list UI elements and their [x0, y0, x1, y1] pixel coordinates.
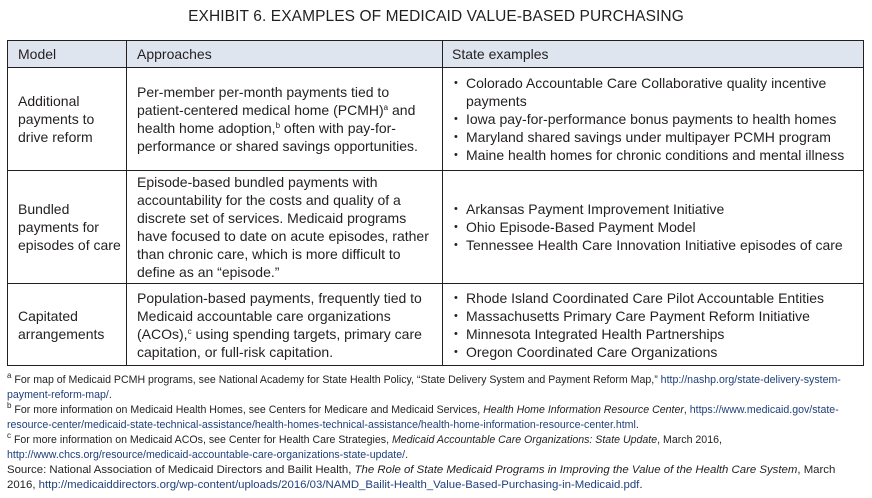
header-state-examples: State examples: [452, 46, 549, 62]
approach-text: Episode-based bundled payments with accountability for the costs and quality of a discrete set of services. Medicaid programs have focused to date on acute episodes, rather than chronic care, which is more difficult to define as an “episode.”: [137, 174, 429, 280]
table-row-examples: [452, 284, 857, 365]
footnote-b: $^b$ For more information on Medicaid Health Homes, see Centers for Medicare and Medicaid Services, Health Home Information Resource Center, https://www.medicaid.gov/state-resource-center/medicaid-state-technical-assistance/health-homes-technical-assistance/health-home-information-resource-center.html.: [7, 401, 839, 431]
state-examples-list: [452, 74, 857, 164]
footnote-b-link[interactable]: https://www.medicaid.gov/state-resource-center/medicaid-state-technical-assistance/health-homes-technical-assistance/health-home-information-resource-center.html: [7, 404, 839, 431]
table-row-model: [18, 171, 122, 283]
table-row-approach: [137, 171, 439, 283]
list-item: • Maryland shared savings under multipayer PCMH program: [452, 128, 857, 146]
list-item: • Maine health homes for chronic conditions and mental illness: [452, 146, 857, 164]
list-item: • Ohio Episode-Based Payment Model: [452, 218, 857, 236]
footnote-c: $^c$ For more information on Medicaid ACOs, see Center for Health Care Strategies, Medicaid Accountable Care Organizations: State Update, March 2016, http://www.chcs.org/resource/medicaid-accountable-care-organizations-state-update/.: [7, 431, 722, 461]
table-header-row: [8, 41, 863, 68]
footnote-ref: b: [275, 121, 281, 130]
model-name: Bundled payments for episodes of care: [18, 201, 121, 253]
footnote-ref: c: [187, 326, 192, 336]
list-item: • Minnesota Integrated Health Partnerships: [452, 325, 857, 343]
table-row-approach: [137, 68, 439, 170]
source-note: Source: National Association of Medicaid Directors and Bailit Health, The Role of State Medicaid Programs in Improving the Value of the Health Care System, March 2016, http://medicaiddirectors.org/wp-content/uploads/2016/03/NAMD_Bailit-Health_Value-Based-Purchasing-in-Medicaid.pdf.: [7, 464, 836, 491]
table-row-examples: [452, 171, 857, 283]
header-model: Model: [18, 46, 57, 62]
table-row-approach: [137, 284, 439, 365]
table-row-examples: [452, 68, 857, 170]
approach-text: Population-based payments, frequently tied to Medicaid accountable care organizations (ACOs),$^c$ using spending targets, primary care capitation, or full-risk capitation.: [137, 289, 422, 360]
model-name: Capitated arrangements: [18, 307, 105, 342]
footnote-ref: a: [383, 103, 389, 112]
list-item: • Tennessee Health Care Innovation Initiative episodes of care: [452, 236, 857, 254]
list-item: • Arkansas Payment Improvement Initiative: [452, 200, 857, 218]
footnote-a: $^a$ For map of Medicaid PCMH programs, see National Academy for State Health Policy, “State Delivery System and Payment Reform Map,” http://nashp.org/state-delivery-system-payment-reform-map/.: [7, 371, 841, 401]
list-item: • Iowa pay-for-performance bonus payments to health homes: [452, 110, 857, 128]
header-approaches: Approaches: [137, 46, 212, 62]
list-item: • Massachusetts Primary Care Payment Reform Initiative: [452, 307, 857, 325]
list-item: • Oregon Coordinated Care Organizations: [452, 343, 857, 361]
table-row-model: [18, 68, 122, 170]
list-item: • Colorado Accountable Care Collaborative quality incentive payments: [452, 74, 857, 110]
footnotes: [7, 373, 865, 493]
table-row-model: [18, 284, 122, 365]
medicaid-vbp-table: [7, 40, 864, 366]
approach-text: Per-member per-month payments tied to patient-centered medical home (PCMH)$^a$ and health home adoption,$^b$ often with pay-for-performance or shared savings opportunities.: [137, 84, 418, 154]
model-name: Additional payments to drive reform: [18, 93, 95, 145]
column-divider: [442, 41, 443, 365]
footnote-a-link[interactable]: http://nashp.org/state-delivery-system-payment-reform-map/: [7, 374, 841, 401]
footnote-c-link[interactable]: http://www.chcs.org/resource/medicaid-accountable-care-organizations-state-update/: [7, 449, 406, 461]
list-item: • Rhode Island Coordinated Care Pilot Accountable Entities: [452, 289, 857, 307]
state-examples-list: [452, 200, 857, 254]
exhibit-title: EXHIBIT 6. EXAMPLES OF MEDICAID VALUE-BASED PURCHASING: [188, 8, 684, 25]
state-examples-list: [452, 289, 857, 361]
source-link[interactable]: http://medicaiddirectors.org/wp-content/uploads/2016/03/NAMD_Bailit-Health_Value-Based-Purchasing-in-Medicaid.pdf: [38, 479, 640, 491]
column-divider: [126, 41, 127, 365]
